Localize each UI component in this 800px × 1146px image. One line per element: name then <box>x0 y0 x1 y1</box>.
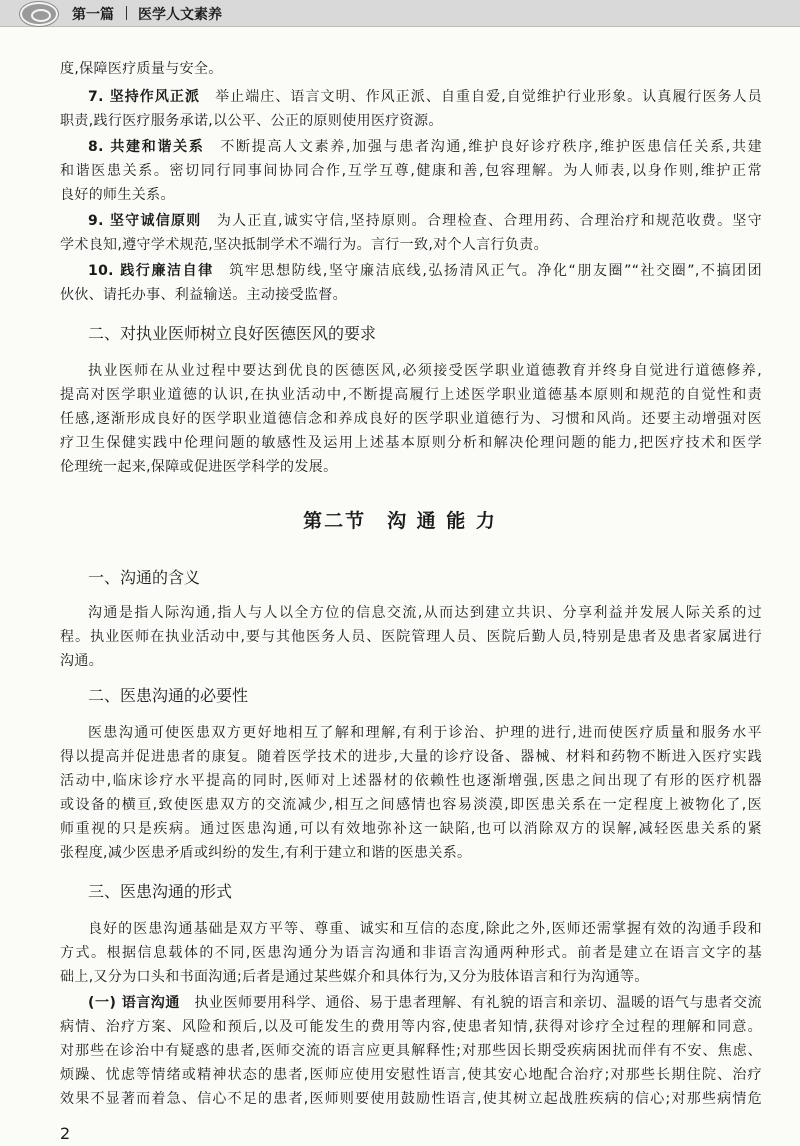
item-label: 7. 坚持作风正派 <box>88 89 201 105</box>
text-line: 张程度,减少医患矛盾或纠纷的发生,有利于建立和谐的医患关系。 <box>60 845 472 861</box>
text-line: 度,保障医疗质量与安全。 <box>60 61 223 77</box>
running-header <box>0 0 800 27</box>
text-line: 伙伙、请托办事、利益输送。主动接受监督。 <box>60 287 347 303</box>
text-line: 医患沟通可使医患双方更好地相互了解和理解,有利于诊治、护理的进行,进而使医疗质量和服务水平 <box>88 725 762 741</box>
subheading: 二、医患沟通的必要性 <box>88 686 249 705</box>
item-label: (一) 语言沟通 <box>88 995 180 1011</box>
text-line: 职责,践行医疗服务承诺,以公平、公正的原则使用医疗资源。 <box>60 113 443 129</box>
text-line: 良好的师生关系。 <box>60 187 175 203</box>
text-line: 9. 坚守诚信原则 为人正直,诚实守信,坚持原则。合理检查、合理用药、合理治疗和规范收费。坚守 <box>88 213 762 229</box>
section-title: 第二节 沟 通 能 力 <box>303 510 497 532</box>
item-label: 8. 共建和谐关系 <box>88 139 205 155</box>
text-line: 得以提高并促进患者的康复。随着医学技术的进步,大量的诊疗设备、器械、材料和药物不断进入医疗实践 <box>60 749 762 765</box>
text-line: 执业医师在从业过程中要达到优良的医德医风,必须接受医学职业道德教育并终身自觉进行道德修养, <box>88 363 762 379</box>
text-line: 活动中,临床诊疗水平提高的同时,医师对上述器材的依赖性也逐渐增强,医患之间出现了有形的医疗机器 <box>60 773 762 789</box>
text-line: 方式。根据信息载体的不同,医患沟通分为语言沟通和非语言沟通两种形式。前者是建立在语言文字的基 <box>60 945 762 961</box>
text-line: 沟通是指人际沟通,指人与人以全方位的信息交流,从而达到建立共识、分享利益并发展人际关系的过 <box>88 605 762 621</box>
item-label: 9. 坚守诚信原则 <box>88 213 202 229</box>
text-line: 础上,又分为口头和书面沟通;后者是通过某些媒介和具体行为,又分为肢体语言和行为沟通等。 <box>60 969 649 985</box>
header-divider <box>126 6 127 20</box>
header-title: 医学人文素养 <box>138 7 222 23</box>
subheading: 二、对执业医师树立良好医德医风的要求 <box>88 324 377 343</box>
subheading: 三、医患沟通的形式 <box>88 882 233 901</box>
text-line: 提高对医学职业道德的认识,在执业活动中,不断提高履行上述医学职业道德基本原则和规范的自觉性和责 <box>60 387 762 403</box>
text-line: 或设备的横亘,致使医患双方的交流减少,相互之间感情也容易淡漠,即医患关系在一定程度上被物化了,医 <box>60 797 762 813</box>
subheading: 一、沟通的含义 <box>88 568 201 587</box>
text-line: 烦躁、忧虑等情绪或精神状态的患者,医师应使用安慰性语言,使其安心地配合治疗;对那些长期住院、治疗 <box>60 1067 762 1083</box>
text-line: 对那些在诊治中有疑惑的患者,医师交流的语言应更具解释性;对那些因长期受疾病困扰而伴有不安、焦虑、 <box>60 1043 762 1059</box>
text-line: 程。执业医师在执业活动中,要与其他医务人员、医院管理人员、医院后勤人员,特别是患者及患者家属进行 <box>60 629 762 645</box>
text-line: (一) 语言沟通 执业医师要用科学、通俗、易于患者理解、有礼貌的语言和亲切、温暖的语气与患者交流 <box>88 995 762 1011</box>
text-line: 效果不显著而着急、信心不足的患者,医师则要使用鼓励性语言,使其树立起战胜疾病的信心;对那些病情危 <box>60 1091 762 1107</box>
text-line: 7. 坚持作风正派 举止端庄、语言文明、作风正派、自重自爱,自觉维护行业形象。认真履行医务人员 <box>88 89 762 105</box>
text-line: 伦理统一起来,保障或促进医学科学的发展。 <box>60 459 338 475</box>
text-line: 良好的医患沟通基础是双方平等、尊重、诚实和互信的态度,除此之外,医师还需掌握有效的沟通手段和 <box>88 921 762 937</box>
text-line: 8. 共建和谐关系 不断提高人文素养,加强与患者沟通,维护良好诊疗秩序,维护医患信任关系,共建 <box>88 139 763 155</box>
text-line: 疗卫生保健实践中伦理问题的敏感性及运用上述基本原则分析和解决伦理问题的能力,把医疗技术和医学 <box>60 435 762 451</box>
page-number: 2 <box>60 1124 71 1143</box>
book-circle-icon <box>20 2 58 26</box>
text-line: 任感,逐渐形成良好的医学职业道德信念和养成良好的医学职业道德行为、习惯和风尚。还要主动增强对医 <box>60 411 762 427</box>
text-line: 学术良知,遵守学术规范,坚决抵制学术不端行为。言行一致,对个人言行负责。 <box>60 237 548 253</box>
item-label: 10. 践行廉洁自律 <box>88 263 214 279</box>
text-line: 10. 践行廉洁自律 筑牢思想防线,坚守廉洁底线,弘扬清风正气。净化“朋友圈”“社交圈”,不搞团团 <box>88 263 762 279</box>
header-part-label: 第一篇 <box>72 7 114 23</box>
text-line: 和谐医患关系。密切同行同事间协同合作,互学互尊,健康和善,包容理解。为人师表,以身作则,维护正常 <box>60 163 762 179</box>
text-line: 病情、治疗方案、风险和预后,以及可能发生的费用等内容,使患者知情,获得对诊疗全过程的理解和同意。 <box>60 1019 762 1035</box>
text-line: 沟通。 <box>60 653 104 669</box>
text-line: 师重视的只是疾病。通过医患沟通,可以有效地弥补这一缺陷,也可以消除双方的误解,减轻医患关系的紧 <box>60 821 762 837</box>
